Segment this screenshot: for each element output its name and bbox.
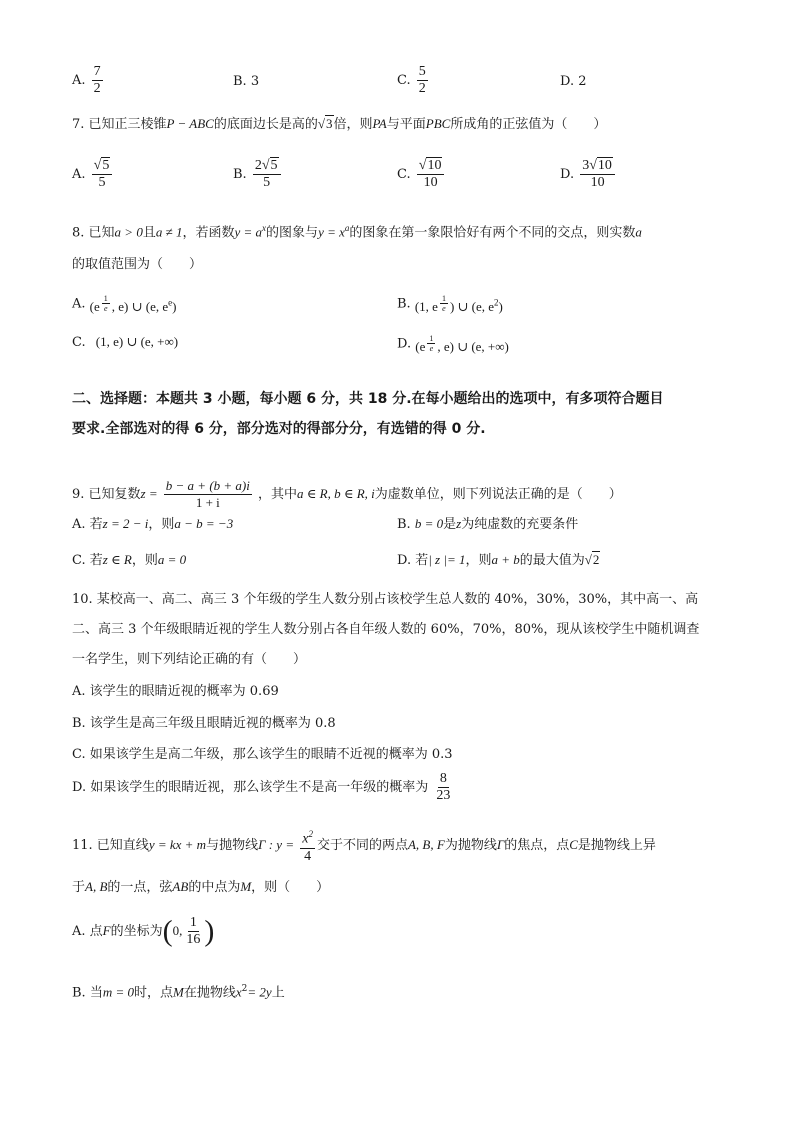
q8-option-b[interactable]: B. (1, e $^{\frac{1}{e}}$ ) ∪ (e, $e^2$) [397,294,503,315]
q11-stem: 11. 已知直线y = kx + m与抛物线Γ : y = $\frac{x^2}{4}$ 交于不同的两点A, B, F为抛物线Γ的焦点，点C是抛物线上异 [72,826,656,865]
q10-stem-line3: 一名学生，则下列结论正确的有（ ） [72,652,307,667]
q9-option-b[interactable]: B. b = 0是z为纯虚数的充要条件 [397,516,579,532]
q7-option-d[interactable]: D. $\frac{3√10}{10}$ [560,158,617,191]
option-label: C. [397,73,411,88]
q6-option-c[interactable] [397,64,430,97]
q9-option-a[interactable]: A. 若z = 2 − i，则a − b = −3 [72,516,234,532]
q9-stem: 9. 已知复数z = $\frac{b - a + (b + a)i}{1 + i}$ ，其中a ∈ R, b ∈ R, i为虚数单位，则下列说法正确的是（ ） [72,478,622,510]
q9-option-c[interactable]: C. 若z ∈ R，则a = 0 [72,552,187,568]
q10-option-c[interactable]: C. 如果该学生是高二年级，那么该学生的眼睛不近视的概率为 0.3 [72,747,453,762]
section-heading: 二、选择题：本题共 3 小题，每小题 6 分，共 18 分.在每小题给出的选项中，有多项符合题目 要求.全部选对的得 6 分，部分选对的得部分分，有选错的得 0 分. [72,391,664,437]
q10-stem-line1: 10. 某校高一、高二、高三 3 个年级的学生人数分别占该校学生总人数的 40%，30%，30%，其中高一、高 [72,592,699,607]
q11-option-a[interactable]: A. 点F的坐标为(0, $\frac{1}{16}$ ) [72,914,215,948]
q8-option-d[interactable]: D. (e $^{\frac{1}{e}}$ , e) ∪ (e, +∞) [397,334,509,355]
fraction: $\frac{√5}{5}$ [92,158,113,191]
fraction: $\frac{7}{2}$ [93,64,101,96]
q8-stem-line2: 的取值范围为（ ） [72,257,203,272]
fraction: $\frac{2√5}{5}$ [253,158,281,191]
q11-option-b[interactable]: B. 当m = 0时，点M在抛物线$x^2= 2y$上 [72,984,285,1001]
fraction: $\frac{√10}{10}$ [417,158,445,191]
fraction: $\frac{5}{2}$ [418,64,426,96]
q11-stem-line2: 于A, B的一点，弦AB的中点为M，则（ ） [72,879,330,895]
fraction: $\frac{3√10}{10}$ [580,158,615,191]
q8-option-c[interactable]: C. (1, e) ∪ (e, +∞) [72,334,179,350]
fraction: $\frac{b - a + (b + a)i}{1 + i}$ [165,478,250,510]
q10-option-d[interactable]: D. 如果该学生的眼睛近视，那么该学生不是高一年级的概率为 $\frac{8}{23}$ [72,771,451,803]
q9-option-d[interactable]: D. 若| z |= 1，则a + b的最大值为√2 [397,552,600,568]
q7-option-a[interactable]: A. $\frac{√5}{5}$ [72,158,114,191]
fraction: $\frac{1}{16}$ [186,915,201,947]
q10-option-a[interactable]: A. 该学生的眼睛近视的概率为 0.69 [72,684,279,699]
q7-option-c[interactable]: C. $\frac{√10}{10}$ [397,158,446,191]
fraction: $\frac{8}{23}$ [436,771,451,803]
q7-stem: 7. 已知正三棱锥P − ABC的底面边长是高的√3倍，则PA与平面PBC所成角的正弦值为（ ） [72,116,607,132]
fraction: $\frac{x^2}{4}$ [300,826,315,865]
q10-option-b[interactable]: B. 该学生是高三年级且眼睛近视的概率为 0.8 [72,716,336,731]
q10-stem-line2: 二、高三 3 个年级眼睛近视的学生人数分别占各自年级人数的 60%，70%，80%，现从该校学生中随机调查 [72,622,700,637]
option-label: A. [72,73,86,88]
q6-option-d[interactable]: D. 2 [560,74,587,89]
q8-stem: 8. 已知a > 0且a ≠ 1，若函数$y = a^x$的图象与$y = x^a$的图象在第一象限恰好有两个不同的交点，则实数a [72,223,642,241]
q7-option-b[interactable]: B. $\frac{2√5}{5}$ [233,158,283,191]
q8-option-a[interactable]: A. (e $^{\frac{1}{e}}$ , e) ∪ (e, $e^e$) [72,294,177,315]
q6-option-b[interactable]: B. 3 [233,74,260,89]
q6-option-a[interactable] [72,64,105,97]
